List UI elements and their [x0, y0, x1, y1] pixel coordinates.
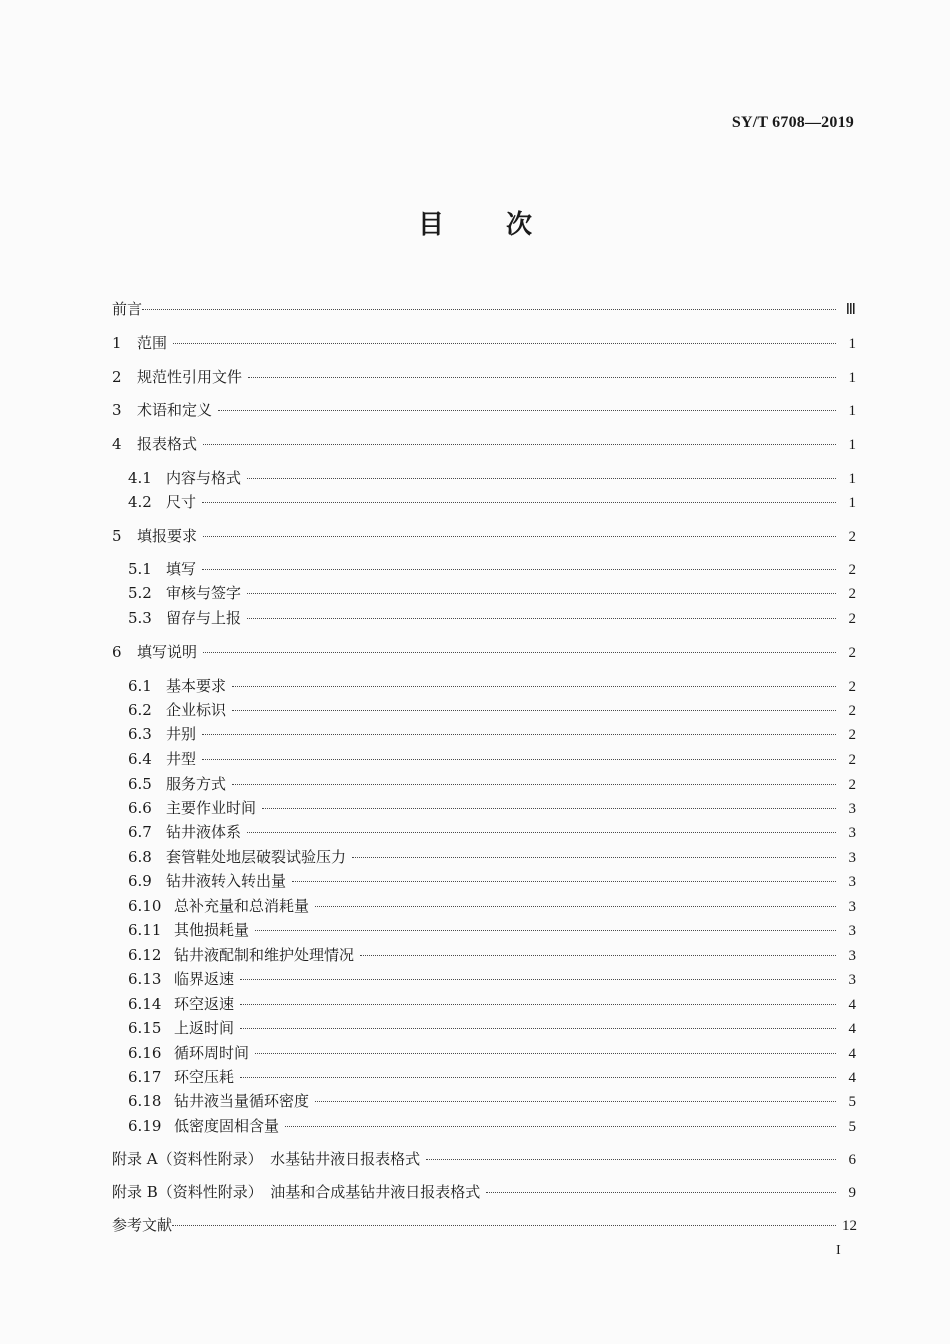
toc-page: 2	[848, 529, 856, 545]
toc-leader	[255, 1053, 836, 1054]
toc-number: 6.13	[128, 970, 162, 988]
toc-leader	[262, 808, 836, 809]
toc-number: 6.10	[128, 897, 162, 915]
toc-number: 6.19	[128, 1117, 162, 1135]
toc-number: 6.1	[128, 677, 152, 695]
toc-leader	[202, 759, 836, 760]
toc-leader	[352, 857, 836, 858]
toc-page: 12	[842, 1218, 857, 1234]
toc-page: 1	[848, 336, 856, 352]
toc-entry[interactable]	[112, 558, 856, 580]
toc-page: 1	[848, 437, 856, 453]
toc-label: 留存与上报	[166, 609, 242, 627]
toc-entry[interactable]	[112, 399, 856, 421]
toc-page: 3	[848, 948, 856, 964]
toc-leader	[486, 1192, 836, 1193]
toc-label: 审核与签字	[166, 584, 242, 602]
toc-leader	[255, 930, 836, 931]
toc-page: 3	[848, 972, 856, 988]
toc-leader	[202, 502, 836, 503]
toc-leader	[172, 1225, 836, 1226]
toc-leader	[232, 784, 836, 785]
toc-label: 填写	[166, 560, 197, 578]
toc-leader	[232, 686, 836, 687]
toc-label: 填写说明	[137, 643, 198, 661]
toc-entry[interactable]	[112, 1066, 856, 1088]
toc-leader	[203, 652, 836, 653]
toc-leader	[240, 979, 836, 980]
toc-label: 企业标识	[166, 701, 227, 719]
toc-label: 循环周时间	[174, 1044, 250, 1062]
document-code: SY/T 6708—2019	[731, 114, 854, 131]
toc-page: 2	[848, 611, 856, 627]
toc-number: 6.7	[128, 823, 152, 841]
toc-label: 上返时间	[174, 1019, 235, 1037]
toc-page: Ⅲ	[845, 302, 856, 318]
toc-page: 1	[848, 471, 856, 487]
toc-leader	[292, 881, 836, 882]
toc-label: （资料性附录） 油基和合成基钻井液日报表格式	[157, 1183, 481, 1201]
toc-label: 范围	[137, 334, 168, 352]
toc-entry[interactable]	[112, 467, 856, 489]
toc-leader	[247, 593, 836, 594]
toc-number: 6.12	[128, 946, 162, 964]
toc-leader	[248, 377, 836, 378]
toc-label: 低密度固相含量	[174, 1117, 280, 1135]
toc-leader	[202, 734, 836, 735]
toc-page: 3	[848, 899, 856, 915]
toc-leader	[315, 906, 836, 907]
toc-entry[interactable]	[112, 944, 856, 966]
toc-entry[interactable]	[112, 723, 856, 745]
toc-number: 4.1	[128, 469, 152, 487]
toc-label: 基本要求	[166, 677, 227, 695]
toc-number: 6.5	[128, 775, 152, 793]
toc-leader	[247, 478, 836, 479]
toc-leader	[240, 1028, 836, 1029]
toc-label: 环空压耗	[174, 1068, 235, 1086]
toc-leader	[173, 343, 836, 344]
toc-label: （资料性附录） 水基钻井液日报表格式	[157, 1150, 421, 1168]
toc-number: 2	[112, 368, 122, 386]
toc-entry[interactable]	[112, 919, 856, 941]
toc-entry[interactable]	[112, 968, 856, 990]
toc-number: 6.3	[128, 725, 152, 743]
toc-page: 2	[848, 679, 856, 695]
toc-entry[interactable]	[112, 675, 856, 697]
toc-entry-references[interactable]	[112, 1214, 856, 1236]
toc-leader	[426, 1159, 836, 1160]
toc-number: 6.8	[128, 848, 152, 866]
toc-label: 钻井液体系	[166, 823, 242, 841]
toc-entry-foreword[interactable]	[112, 298, 856, 320]
toc-leader	[202, 569, 836, 570]
toc-number: 6	[112, 643, 122, 661]
toc-leader	[247, 832, 836, 833]
toc-page: 6	[848, 1152, 856, 1168]
toc-entry-appendix-b[interactable]	[112, 1181, 856, 1203]
toc-number: 6.18	[128, 1092, 162, 1110]
toc-page: 4	[848, 1070, 856, 1086]
toc-page: 3	[848, 825, 856, 841]
toc-number: 6.14	[128, 995, 162, 1013]
toc-label: 钻井液转入转出量	[166, 872, 287, 890]
toc-page: 3	[848, 874, 856, 890]
table-of-contents	[112, 0, 856, 1344]
toc-entry[interactable]	[112, 1090, 856, 1112]
toc-label: 参考文献	[112, 1216, 173, 1234]
toc-label: 井别	[166, 725, 197, 743]
toc-label: 规范性引用文件	[137, 368, 243, 386]
toc-entry-appendix-a[interactable]	[112, 1148, 856, 1170]
toc-entry[interactable]	[112, 491, 856, 513]
toc-entry[interactable]	[112, 993, 856, 1015]
toc-entry[interactable]	[112, 607, 856, 629]
toc-leader	[240, 1004, 836, 1005]
toc-label: 内容与格式	[166, 469, 242, 487]
toc-label: 服务方式	[166, 775, 227, 793]
toc-number: 6.6	[128, 799, 152, 817]
toc-page: 4	[848, 1046, 856, 1062]
toc-label: 套管鞋处地层破裂试验压力	[166, 848, 347, 866]
toc-page: 1	[848, 495, 856, 511]
toc-number: 6.17	[128, 1068, 162, 1086]
toc-number: 5.2	[128, 584, 152, 602]
toc-entry[interactable]	[112, 1042, 856, 1064]
toc-number: 3	[112, 401, 122, 419]
toc-entry[interactable]	[112, 846, 856, 868]
toc-number: 6.2	[128, 701, 152, 719]
toc-leader	[240, 1077, 836, 1078]
toc-leader	[232, 710, 836, 711]
toc-entry[interactable]	[112, 870, 856, 892]
toc-entry[interactable]	[112, 1115, 856, 1137]
toc-label: 术语和定义	[137, 401, 213, 419]
page-title: 目次	[417, 210, 594, 240]
toc-number: 1	[112, 334, 122, 352]
toc-label: 前言	[112, 300, 143, 318]
toc-leader	[218, 410, 836, 411]
toc-label: 总补充量和总消耗量	[174, 897, 310, 915]
toc-entry[interactable]	[112, 748, 856, 770]
toc-entry[interactable]	[112, 797, 856, 819]
toc-page: 1	[848, 403, 856, 419]
toc-page: 9	[848, 1185, 856, 1201]
toc-page: 3	[848, 801, 856, 817]
toc-page: 4	[848, 1021, 856, 1037]
toc-number: 6.9	[128, 872, 152, 890]
toc-leader	[203, 536, 836, 537]
toc-leader	[285, 1126, 836, 1127]
toc-number: 4	[112, 435, 122, 453]
toc-entry[interactable]	[112, 641, 856, 663]
toc-leader	[247, 618, 836, 619]
toc-number: 附录 B	[112, 1183, 158, 1201]
toc-entry[interactable]	[112, 433, 856, 455]
toc-entry[interactable]	[112, 821, 856, 843]
toc-label: 主要作业时间	[166, 799, 257, 817]
toc-label: 报表格式	[137, 435, 198, 453]
toc-entry[interactable]	[112, 895, 856, 917]
toc-number: 6.16	[128, 1044, 162, 1062]
toc-page: 1	[848, 370, 856, 386]
toc-page: 2	[848, 752, 856, 768]
toc-leader	[360, 955, 836, 956]
toc-number: 6.11	[128, 921, 162, 939]
toc-page: 4	[848, 997, 856, 1013]
toc-entry[interactable]	[112, 366, 856, 388]
toc-entry[interactable]	[112, 699, 856, 721]
page-number: I	[836, 1243, 841, 1258]
toc-page: 2	[848, 703, 856, 719]
toc-page: 2	[848, 727, 856, 743]
toc-page: 2	[848, 586, 856, 602]
toc-leader	[142, 309, 836, 310]
toc-label: 钻井液当量循环密度	[174, 1092, 310, 1110]
toc-leader	[315, 1101, 836, 1102]
toc-label: 尺寸	[166, 493, 197, 511]
toc-entry[interactable]	[112, 582, 856, 604]
toc-label: 临界返速	[174, 970, 235, 988]
toc-number: 6.4	[128, 750, 152, 768]
toc-number: 5.1	[128, 560, 152, 578]
toc-leader	[203, 444, 836, 445]
toc-label: 环空返速	[174, 995, 235, 1013]
toc-page: 3	[848, 850, 856, 866]
toc-entry[interactable]	[112, 773, 856, 795]
toc-page: 2	[848, 562, 856, 578]
toc-page: 5	[848, 1119, 856, 1135]
toc-label: 钻井液配制和维护处理情况	[174, 946, 355, 964]
toc-number: 5	[112, 527, 122, 545]
toc-label: 井型	[166, 750, 197, 768]
toc-label: 填报要求	[137, 527, 198, 545]
toc-number: 6.15	[128, 1019, 162, 1037]
toc-page: 2	[848, 777, 856, 793]
toc-number: 附录 A	[112, 1150, 158, 1168]
toc-entry[interactable]	[112, 525, 856, 547]
toc-entry[interactable]	[112, 1017, 856, 1039]
toc-number: 5.3	[128, 609, 152, 627]
toc-label: 其他损耗量	[174, 921, 250, 939]
toc-page: 2	[848, 645, 856, 661]
toc-number: 4.2	[128, 493, 152, 511]
toc-page: 3	[848, 923, 856, 939]
toc-entry[interactable]	[112, 332, 856, 354]
toc-page: 5	[848, 1094, 856, 1110]
